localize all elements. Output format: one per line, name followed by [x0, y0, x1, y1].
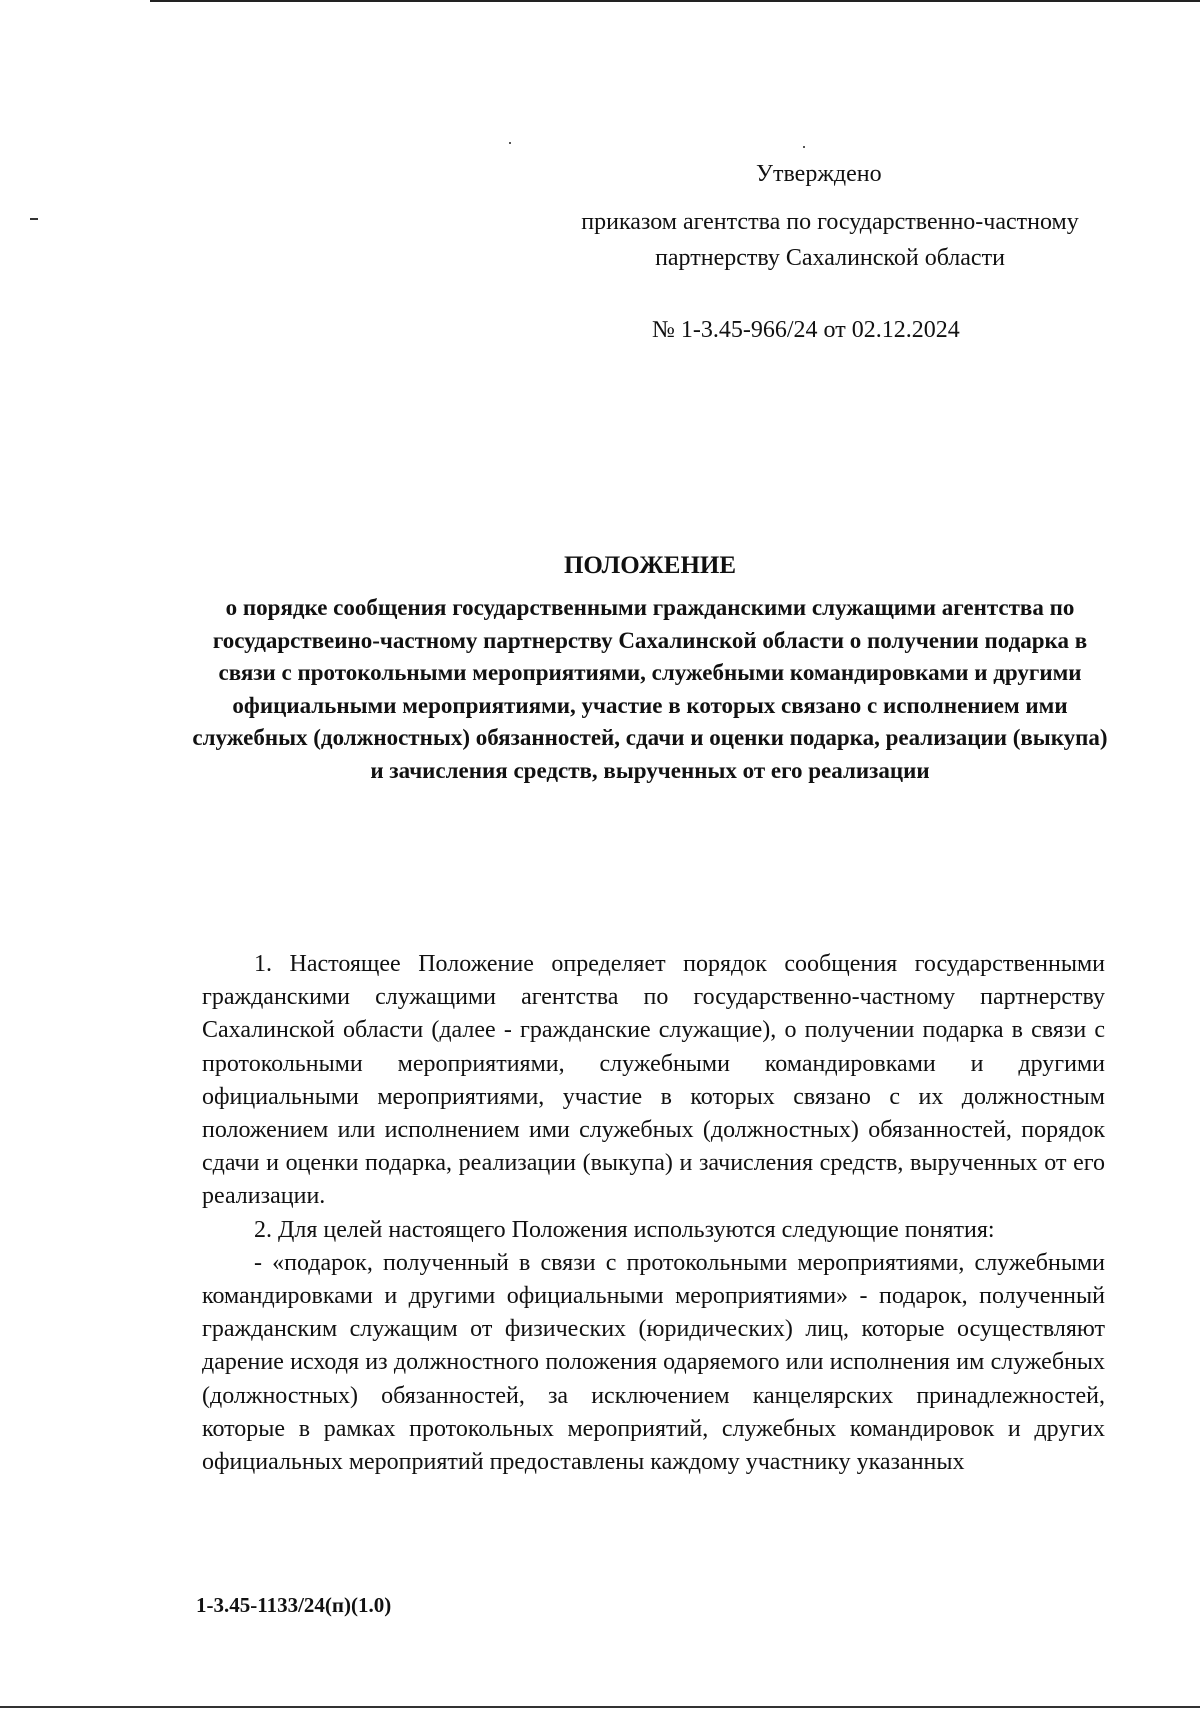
document-footer-code: 1-3.45-1133/24(п)(1.0)	[196, 1593, 392, 1617]
body-paragraph: - «подарок, полученный в связи с протокольными мероприятиями, служебными командировками и другими официальными мероприятиями» - подарок, полученный гражданским служащим от физических (юридических) лиц, которые осуществляют дарение исходя из должностного положения одаряемого или исполнения им служебных (должностных) обязанностей, за исключением канцелярских принадлежностей, которые в рамках протокольных мероприятий, служебных командировок и других официальных мероприятий предоставлены каждому участнику указанных	[202, 1249, 1105, 1476]
scan-edge-bottom	[0, 1706, 1200, 1708]
approval-order-text: приказом агентства по государственно-частному партнерству Сахалинской области	[581, 209, 1079, 271]
scan-speck	[803, 146, 805, 148]
scan-mark	[30, 218, 38, 220]
scan-edge-top	[150, 0, 1200, 2]
scan-speck	[509, 142, 511, 144]
document-title: ПОЛОЖЕНИЕ	[563, 552, 737, 579]
body-paragraph: 1. Настоящее Положение определяет порядок сообщения государственными гражданскими служащими агентства по государственно-частному партнерству Сахалинской области (далее - гражданские служащие), о получении подарка в связи с протокольными мероприятиями, служебными командировками и другими официальными мероприятиями, участие в которых связано с их должностным положением или исполнением ими служебных (должностных) обязанностей, порядок сдачи и оценки подарка, реализации (выкупа) и зачисления средств, вырученных от его реализации.	[202, 951, 1105, 1210]
body-paragraph: 2. Для целей настоящего Положения используются следующие понятия:	[254, 1216, 995, 1243]
document-body	[202, 948, 1105, 1479]
document-title-block	[190, 548, 1110, 788]
document-subtitle: о порядке сообщения государственными гражданскими служащими агентства по государствеино-частному партнерству Сахалинской области о получении подарка в связи с протокольными мероприятиями, служебными командировками и другими официальными мероприятиями, участие в которых связано с исполнением ими служебных (должностных) обязанностей, сдачи и оценки подарка, реализации (выкупа) и зачисления средств, вырученных от его реализации	[192, 595, 1108, 783]
approval-order-number: № 1-3.45-966/24 от 02.12.2024	[652, 317, 960, 343]
approval-heading: Утверждено	[756, 161, 882, 187]
